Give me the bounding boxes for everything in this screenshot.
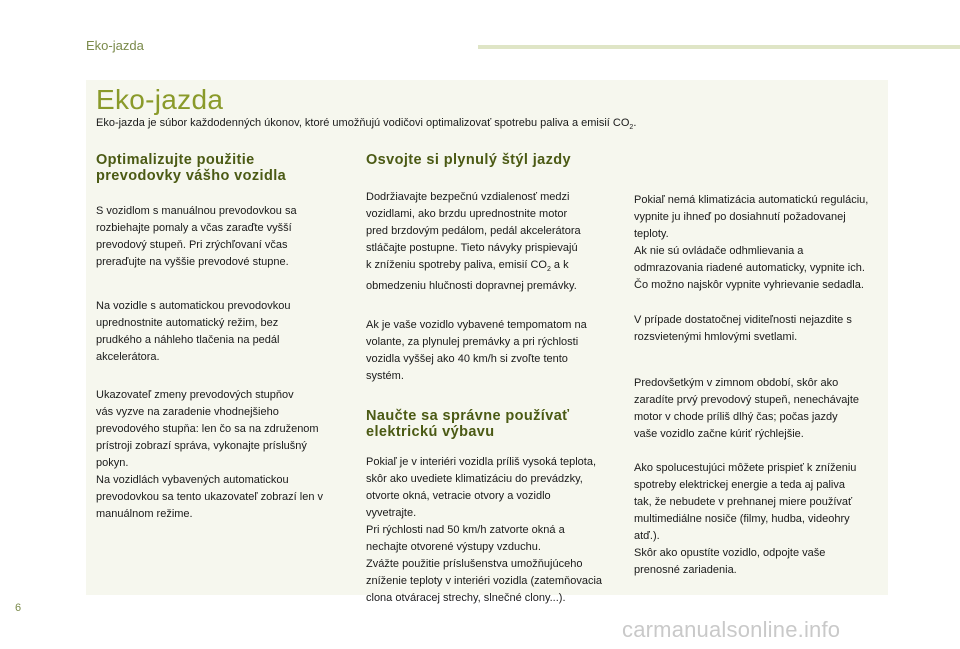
- paragraph-gear-indicator: Ukazovateľ zmeny prevodových stupňov vás vyzve na zaradenie vhodnejšieho prevodového stupňa: len čo sa na združenom prístroji zobrazí správa, vykonajte príslušný pokyn. Na vozidlách vybavených automatickou prevodovkou sa tento ukazovateľ zobrazí len v manuálnom režime.: [96, 389, 324, 520]
- column-gearbox: [96, 152, 346, 523]
- heading-gearbox: Optimalizujte použitie prevodovky vášho vozidla: [96, 152, 287, 184]
- paragraph-winter-warmup: Predovšetkým v zimnom období, skôr ako zaradíte prvý prevodový stupeň, nenechávajte motor v chode príliš dlhý čas; počas jazdy vaše vozidlo začne kúriť rýchlejšie.: [634, 377, 860, 440]
- intro-end: .: [633, 117, 637, 129]
- paragraph-fog-lights: V prípade dostatočnej viditeľnosti nejazdite s rozsvietenými hmlovými svetlami.: [634, 314, 852, 343]
- watermark: carmanualsonline.info: [622, 617, 841, 642]
- paragraph-multimedia: Ako spolucestujúci môžete prispieť k zníženiu spotreby elektrickej energie a teda aj paliva tak, že nebudete v prehnanej miere používať multimediálne nosiče (filmy, hudba, videohry atď.). Skôr ako opustíte vozidlo, odpojte vaše prenosné zariadenia.: [634, 462, 857, 576]
- paragraph-safe-distance: [366, 189, 622, 295]
- section-header-title: Eko-jazda: [86, 38, 144, 53]
- paragraph-manual-gearbox: S vozidlom s manuálnou prevodovkou sa rozbiehajte pomaly a včas zaraďte vyšší prevodový stupeň. Pri zrýchľovaní včas preraďujte na vyššie prevodové stupne.: [96, 205, 297, 268]
- safe-distance-text-b: a k obmedzeniu hlučnosti dopravnej premávky.: [366, 259, 577, 293]
- header-divider-bar: [478, 45, 960, 49]
- page-number: 6: [15, 602, 22, 614]
- paragraph-cruise-control: Ak je vaše vozidlo vybavené tempomatom na volante, za plynulej premávky a pri rýchlosti vozidla vyššej ako 40 km/h si zvoľte tento systém.: [366, 319, 587, 383]
- paragraph-automatic-gearbox: Na vozidle s automatickou prevodovkou uprednostnite automatický režim, bez prudkého a náhleho tlačenia na pedál akcelerátora.: [96, 300, 291, 363]
- page-title: Eko-jazda: [96, 84, 224, 115]
- column-driving-style: [366, 152, 622, 607]
- safe-distance-text-a: Dodržiavajte bezpečnú vzdialenosť medzi vozidlami, ako brzdu uprednostnite motor pred brzdovým pedálom, pedál akcelerátora stláčajte postupne. Tieto návyky prispievajú k zníženiu spotreby paliva, emisií CO: [366, 191, 581, 271]
- intro-main: Eko-jazda je súbor každodenných úkonov, ktoré umožňujú vodičovi optimalizovať spotrebu paliva a emisií CO: [96, 117, 630, 129]
- paragraph-air-conditioning: Pokiaľ je v interiéri vozidla príliš vysoká teplota, skôr ako uvediete klimatizáciu do prevádzky, otvorte okná, vetracie otvory a vozidlo vyvetrajte. Pri rýchlosti nad 50 km/h zatvorte okná a nechajte otvorené výstupy vzduchu. Zvážte použitie príslušenstva umožňujúceho zníženie teploty v interiéri vozidla (zatemňovacia clona otváracej strechy, slnečné clony...).: [366, 456, 603, 605]
- heading-electrical-equipment: Naučte sa správne používať elektrickú výbavu: [366, 408, 570, 441]
- intro-subscript: 2: [629, 124, 634, 132]
- column-equipment-tips: [634, 192, 886, 579]
- paragraph-climate-control: Pokiaľ nemá klimatizácia automatickú reguláciu, vypnite ju ihneď po dosiahnutí požadovanej teploty. Ak nie sú ovládače odhmlievania a odmrazovania riadené automaticky, vypnite ich. Čo možno najskôr vypnite vyhrievanie sedadla.: [634, 194, 869, 291]
- safe-distance-subscript: 2: [546, 266, 551, 274]
- intro-text: [96, 116, 876, 135]
- heading-driving-style: Osvojte si plynulý štýl jazdy: [366, 152, 571, 168]
